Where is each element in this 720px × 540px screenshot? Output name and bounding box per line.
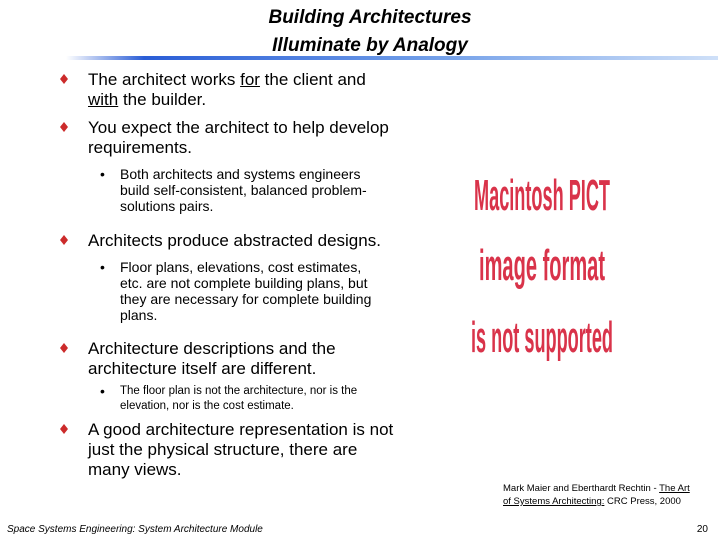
footer-course-title: Space Systems Engineering: System Architecture Module	[7, 524, 263, 535]
sub-bullet-2-1-line-3: solutions pairs.	[120, 198, 214, 214]
sub-bullet-2-1-line-2: build self-consistent, balanced problem-	[120, 182, 367, 198]
page-number: 20	[696, 524, 708, 535]
unsupported-image-placeholder	[468, 160, 616, 366]
sub-bullet-3-1-line-1: Floor plans, elevations, cost estimates,	[120, 259, 362, 275]
sub-bullet-4-1-text	[120, 384, 460, 414]
citation-publisher: CRC Press, 2000	[604, 496, 681, 507]
diamond-bullet-icon	[60, 122, 68, 132]
pict-line-3: is not supported	[471, 313, 613, 362]
bullet-1-for: for	[240, 70, 260, 89]
sub-bullet-3-1-line-2: etc. are not complete building plans, but	[120, 275, 368, 291]
bullet-1-text	[88, 70, 366, 110]
bullet-1-text-b: the client and	[259, 70, 366, 89]
sub-bullet-dot: •	[100, 259, 105, 275]
slide-title	[120, 4, 620, 60]
sub-bullet-3-1-text	[120, 259, 460, 323]
bullet-4-text	[88, 339, 336, 379]
bullet-5-text	[88, 420, 393, 480]
bullet-3-line-1: Architects produce abstracted designs.	[88, 231, 381, 250]
title-underline-rule	[66, 56, 718, 60]
bullet-4-line-2: architecture itself are different.	[88, 359, 317, 378]
sub-bullet-3-1-line-3: they are necessary for complete building	[120, 291, 372, 307]
slide-title-line-2: Illuminate by Analogy	[272, 35, 468, 56]
bullet-5-line-1: A good architecture representation is not	[88, 420, 394, 439]
sub-bullet-dot: •	[100, 383, 105, 399]
sub-bullet-2-1-text	[120, 166, 460, 214]
citation	[503, 482, 713, 508]
bullet-3-text	[88, 231, 381, 251]
bullet-2-line-2: requirements.	[88, 138, 192, 157]
diamond-bullet-icon	[60, 343, 68, 353]
sub-bullet-4-1-line-1: The floor plan is not the architecture, nor is the	[120, 385, 358, 397]
diamond-bullet-icon	[60, 74, 68, 84]
bullet-4-line-1: Architecture descriptions and the	[88, 339, 336, 358]
bullet-1-text-c: the builder.	[118, 90, 207, 109]
bullet-2-line-1: You expect the architect to help develop	[88, 118, 389, 137]
citation-book-title-2: of Systems Architecting:	[503, 496, 605, 507]
slide-title-line-1: Building Architectures	[268, 7, 472, 28]
citation-authors: Mark Maier and Eberthardt Rechtin -	[503, 483, 660, 494]
bullet-5-line-2: just the physical structure, there are	[88, 440, 358, 459]
bullet-2-text	[88, 118, 389, 158]
pict-line-1: Macintosh PICT	[474, 171, 611, 220]
citation-book-title-1: The Art	[659, 483, 690, 494]
bullet-5-line-3: many views.	[88, 460, 182, 479]
sub-bullet-2-1-line-1: Both architects and systems engineers	[120, 166, 361, 182]
bullet-1-text-a: The architect works	[88, 70, 241, 89]
sub-bullet-3-1-line-4: plans.	[120, 307, 158, 323]
sub-bullet-4-1-line-2: elevation, nor is the cost estimate.	[120, 400, 294, 412]
diamond-bullet-icon	[60, 235, 68, 245]
diamond-bullet-icon	[60, 424, 68, 434]
bullet-1-with: with	[88, 90, 119, 109]
pict-line-2: image format	[479, 241, 606, 290]
sub-bullet-dot: •	[100, 166, 105, 182]
